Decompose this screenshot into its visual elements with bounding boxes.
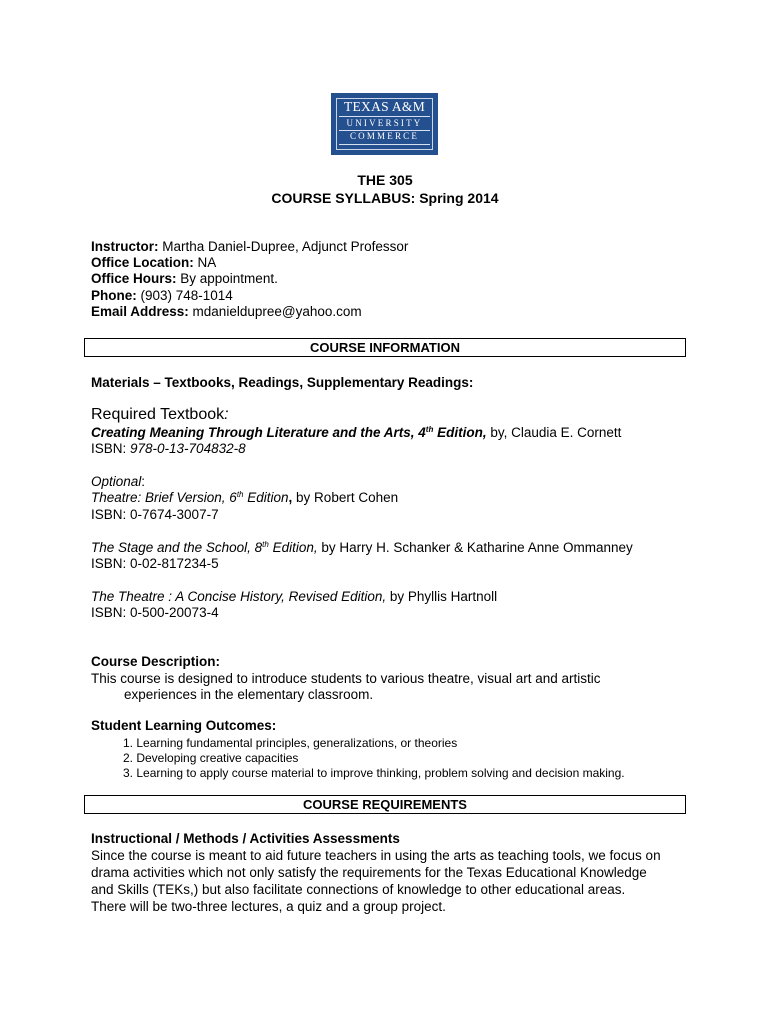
optional-book-1-sup: th [236,490,244,499]
materials-heading: Materials – Textbooks, Readings, Supplementary Readings: [91,375,474,390]
optional-heading [91,474,145,490]
logo-line-2: UNIVERSITY [346,118,423,128]
optional-book-2-sup: th [262,540,269,549]
optional-book-3 [91,589,497,605]
course-information-banner: COURSE INFORMATION [84,338,686,357]
instructional-line-2: drama activities which not only satisfy the requirements for the Texas Educational Knowledge [91,865,647,880]
optional-book-2-edition: Edition, [268,540,318,555]
office-location-value: NA [193,255,217,270]
instructor-line [91,239,408,255]
office-hours-line [91,271,278,287]
required-book-title: Creating Meaning Through Literature and the Arts, 4 [91,425,426,440]
optional-book-1 [91,490,398,506]
optional-book-1-isbn: ISBN: 0-7674-3007-7 [91,507,219,522]
optional-book-3-edition: , Revised Edition, [281,589,387,604]
course-description-line-2: experiences in the elementary classroom. [124,687,374,702]
optional-book-2-title: The Stage and the School [91,540,248,555]
instructional-line-4: There will be two-three lectures, a quiz and a group project. [91,899,446,914]
optional-book-1-edition: Edition [243,490,289,505]
optional-colon: : [141,474,146,489]
learning-outcomes-heading: Student Learning Outcomes: [91,718,277,733]
course-requirements-banner: COURSE REQUIREMENTS [84,795,686,814]
office-hours-value: By appointment. [176,271,278,286]
email-value: mdanieldupree@yahoo.com [188,304,362,319]
instructional-heading: Instructional / Methods / Activities Assessments [91,831,400,846]
office-hours-label: Office Hours: [91,271,177,286]
office-location-label: Office Location: [91,255,194,270]
optional-book-2-isbn: ISBN: 0-02-817234-5 [91,556,219,571]
course-description-heading: Course Description: [91,654,221,669]
required-isbn-line [91,441,246,457]
required-book-line [91,425,621,441]
instructional-line-1: Since the course is meant to aid future teachers in using the arts as teaching tools, we focus on [91,848,661,863]
optional-book-1-title: Theatre: Brief Version, 6 [91,490,237,505]
optional-book-3-isbn: ISBN: 0-500-20073-4 [91,605,219,620]
instructor-label: Instructor: [91,239,159,254]
optional-book-2 [91,540,633,556]
optional-book-2-sep: , 8 [247,540,263,555]
required-textbook-colon: : [224,406,229,423]
university-logo [331,93,438,155]
instructional-line-3: and Skills (TEKs,) but also facilitate connections of knowledge to other educational areas. [91,882,626,897]
logo-line-3: COMMERCE [349,131,420,141]
required-textbook-title: Required Textbook [91,406,225,423]
email-label: Email Address: [91,304,189,319]
optional-book-3-title: The Theatre : A Concise History [91,589,282,604]
required-textbook-heading [91,406,229,424]
instructor-value: Martha Daniel-Dupree, Adjunct Professor [158,239,409,254]
course-description-line-1: This course is designed to introduce students to various theatre, visual art and artistic [91,671,601,686]
required-isbn-label: ISBN: [91,441,131,456]
outcome-item-2: 2. Developing creative capacities [123,751,299,765]
optional-label: Optional [91,474,142,489]
optional-book-1-sep: , [288,490,293,505]
optional-book-3-author: by Phyllis Hartnoll [386,589,498,604]
outcome-item-1: 1. Learning fundamental principles, generalizations, or theories [123,736,458,750]
logo-rule-top [339,116,430,117]
course-code: THE 305 [357,172,413,188]
required-book-sup: th [425,425,434,434]
logo-line-1: TEXAS A&M [343,99,426,114]
outcome-item-3: 3. Learning to apply course material to improve thinking, problem solving and decision making. [123,766,625,780]
office-location-line [91,255,216,271]
phone-line [91,288,233,304]
required-book-edition: Edition, [433,425,487,440]
phone-value: (903) 748-1014 [136,288,233,303]
logo-rule-bottom [339,144,430,145]
optional-book-1-author: by Robert Cohen [292,490,399,505]
email-line [91,304,362,320]
required-book-author: by, Claudia E. Cornett [486,425,622,440]
required-isbn-value: 978-0-13-704832-8 [130,441,246,456]
syllabus-title: COURSE SYLLABUS: Spring 2014 [271,190,499,206]
phone-label: Phone: [91,288,137,303]
optional-book-2-author: by Harry H. Schanker & Katharine Anne Ommanney [317,540,633,555]
